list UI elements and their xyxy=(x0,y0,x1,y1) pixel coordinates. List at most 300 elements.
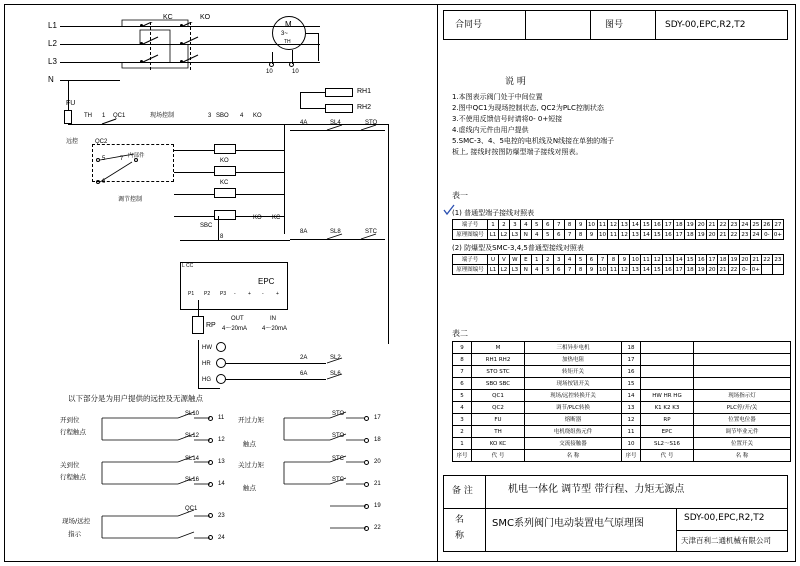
table-cell: RP xyxy=(641,414,694,426)
table-cell: 16 xyxy=(653,221,661,228)
epc-in-label: IN xyxy=(270,316,276,322)
terminal-14: 14 xyxy=(218,481,225,487)
table-cell: 5 xyxy=(575,255,586,265)
table-cell: L2 xyxy=(498,265,509,275)
table-row xyxy=(453,378,791,390)
site-remote-ind-1: 现场/远控 xyxy=(62,517,91,525)
epc-pin-plus1: + xyxy=(248,291,251,297)
note-item: 1.本图表示阀门处于中间位置 xyxy=(452,93,543,101)
table-cell: 0+ xyxy=(773,231,782,238)
terminal-13: 13 xyxy=(218,459,225,465)
sw-stc-bottom-2: STC xyxy=(332,477,344,483)
table-cell: 序号 xyxy=(622,450,641,462)
table-cell: 17 xyxy=(675,266,683,273)
table-cell: FU xyxy=(472,414,525,426)
table-row xyxy=(453,402,791,414)
table-cell: 15 xyxy=(686,256,694,263)
table-cell: 16 xyxy=(664,266,672,273)
drawing-no-label: 图号 xyxy=(605,20,624,30)
table-cell: 22 xyxy=(763,256,771,263)
table-one-sub1: (1) 普通型端子接线对照表 xyxy=(452,209,535,217)
remark-value: 机电一体化 调节型 带行程、力矩无源点 xyxy=(508,484,685,495)
notes-heading: 说 明 xyxy=(505,77,526,87)
table-cell: 5 xyxy=(531,220,542,230)
table-cell: 13 xyxy=(631,231,639,238)
table-cell: 12 xyxy=(620,231,628,238)
table-cell: 16 xyxy=(622,366,641,378)
contactor-ko-label: KO xyxy=(200,14,211,21)
table-cell: 12 xyxy=(622,414,641,426)
table-cell: 14 xyxy=(631,221,639,228)
terminal-24: 24 xyxy=(218,535,225,541)
epc-in-range: 4～20mA xyxy=(262,326,288,332)
table-row-header: 端子号 xyxy=(453,220,488,230)
table-cell: 11 xyxy=(642,256,650,263)
table-cell: 10 xyxy=(622,438,641,450)
table-cell: 20 xyxy=(708,231,716,238)
table-cell: 5 xyxy=(542,230,553,240)
table-cell: 13 xyxy=(620,221,628,228)
table-cell: 20 xyxy=(697,221,705,228)
heater-rh2-label: RH2 xyxy=(357,104,372,111)
table-cell: 19 xyxy=(686,221,694,228)
table-cell: N xyxy=(520,265,531,275)
table-cell: 8 xyxy=(453,354,472,366)
lamp-hg-label: HG xyxy=(202,377,211,383)
epc-pin-p3: P3 xyxy=(220,291,227,297)
table-cell: 0+ xyxy=(751,266,760,273)
heater-rh1 xyxy=(325,88,353,97)
site-control-label: 现场控制 xyxy=(150,112,175,119)
table-cell: 6 xyxy=(586,255,597,265)
table-cell xyxy=(694,366,791,378)
qc1-bottom-label: QC1 xyxy=(185,506,198,512)
table-cell: E xyxy=(520,255,531,265)
table-row xyxy=(453,342,791,354)
table-cell: SBO SBC xyxy=(472,378,525,390)
table-cell: 1 xyxy=(453,438,472,450)
epc-out-label: OUT xyxy=(231,316,244,322)
table-cell: TH xyxy=(472,426,525,438)
remote-label: 远控 xyxy=(66,138,79,145)
sheet-divider xyxy=(437,5,438,561)
note-item: 3.不使用反馈信号时请将0- 0+短接 xyxy=(452,115,563,123)
table-cell: 现场/远控转换开关 xyxy=(525,390,622,402)
table-cell: 三相异步电机 xyxy=(525,342,622,354)
table-cell: 名 称 xyxy=(694,450,791,462)
table-cell: 22 xyxy=(730,231,738,238)
terminal-5: 5 xyxy=(102,156,106,162)
table-one-caption: 表一 xyxy=(452,191,468,200)
table-cell: 21 xyxy=(708,221,716,228)
phase-l2-label: L2 xyxy=(48,39,57,48)
table-cell: U xyxy=(488,255,499,265)
table-cell xyxy=(772,265,783,275)
group-open-torque-title-2: 触点 xyxy=(243,440,256,448)
lamp-hw-label: HW xyxy=(202,345,212,351)
table-cell: 13 xyxy=(664,256,672,263)
sw-sto-bottom: STO xyxy=(332,411,345,417)
epc-pin-plus2: + xyxy=(276,291,279,297)
motor-phase-label: 3~ xyxy=(281,31,288,37)
terminal-2a: 2A xyxy=(300,355,308,361)
lamp-hg xyxy=(216,374,226,384)
table-cell: 22 xyxy=(719,221,727,228)
table-cell xyxy=(694,342,791,354)
table-cell: STO STC xyxy=(472,366,525,378)
table-cell: 13 xyxy=(622,402,641,414)
table-one-普通型 xyxy=(452,219,784,240)
table-cell: RH1 RH2 xyxy=(472,354,525,366)
epc-pin-minus1: - xyxy=(234,291,236,297)
table-cell: 7 xyxy=(597,255,608,265)
table-cell: 11 xyxy=(599,221,606,228)
table-cell: 14 xyxy=(675,256,683,263)
note-item: 2.图中QC1为现场控制状态, QC2为PLC控制状态 xyxy=(452,104,604,112)
kc-rung-label: KC xyxy=(220,180,229,186)
epc-out-range: 4～20mA xyxy=(222,326,248,332)
terminal-21: 21 xyxy=(374,481,381,487)
table-cell: 15 xyxy=(622,378,641,390)
stc-contact xyxy=(360,233,380,243)
table-cell: 13 xyxy=(631,266,639,273)
table-cell: 位置开关 xyxy=(694,438,791,450)
table-cell: 0- xyxy=(761,230,772,240)
table-cell: 18 xyxy=(686,231,694,238)
fuse-label: FU xyxy=(66,100,76,107)
table-cell: 18 xyxy=(622,342,641,354)
table-cell: 0- xyxy=(739,265,750,275)
table-cell: 代 号 xyxy=(641,450,694,462)
group-close-torque-title-2: 触点 xyxy=(243,484,256,492)
table-cell: 15 xyxy=(653,266,661,273)
table-cell: L1 xyxy=(488,265,499,275)
table-cell: 23 xyxy=(772,255,783,265)
group-close-pos-title-2: 行程触点 xyxy=(60,473,86,481)
right-bottom-wiring xyxy=(330,498,370,534)
table-cell: 7 xyxy=(553,220,564,230)
site-remote-ind-2: 指示 xyxy=(68,530,81,538)
contactor-kc-label: KC xyxy=(163,14,173,21)
terminal-4: 4 xyxy=(240,113,244,119)
table-cell: 27 xyxy=(772,220,783,230)
note-item: 4.虚线内元件由用户提供 xyxy=(452,126,529,134)
table-row xyxy=(453,438,791,450)
sw-sl10-label: SL10 xyxy=(185,411,200,417)
table-cell: 19 xyxy=(697,231,705,238)
sw-sto-bottom-2: STO xyxy=(332,433,345,439)
lamp-hr xyxy=(216,358,226,368)
table-cell: 6 xyxy=(453,378,472,390)
fuse-symbol xyxy=(64,110,72,124)
table-cell: 16 xyxy=(697,256,705,263)
check-mark-icon xyxy=(443,204,455,216)
group-open-pos-title-1: 开到位 xyxy=(60,416,80,424)
table-cell: 24 xyxy=(752,231,760,238)
table-cell: 2 xyxy=(453,426,472,438)
table-cell: 14 xyxy=(622,390,641,402)
table-cell: 交流接触器 xyxy=(525,438,622,450)
table-cell: 2 xyxy=(542,255,553,265)
ko-contact-2 xyxy=(214,166,236,176)
table-cell: 17 xyxy=(708,256,716,263)
lamp-hr-label: HR xyxy=(202,361,211,367)
table-cell: KO KC xyxy=(472,438,525,450)
table-cell: 8 xyxy=(575,265,586,275)
table-row xyxy=(453,414,791,426)
table-cell: EPC xyxy=(641,426,694,438)
epc-pin-minus2: - xyxy=(262,291,264,297)
terminal-3: 3 xyxy=(208,113,212,119)
ko-contact-1 xyxy=(214,144,236,154)
motor-th-label: TH xyxy=(284,39,291,45)
name-value: SMC系列阀门电动装置电气原理图 xyxy=(492,518,644,529)
table-cell: 10 xyxy=(588,221,596,228)
table-cell: N xyxy=(520,230,531,240)
terminal-1: 1 xyxy=(102,113,106,119)
heater-rh1-label: RH1 xyxy=(357,88,372,95)
terminal-18: 18 xyxy=(374,437,381,443)
table-cell: 26 xyxy=(763,221,771,228)
table-cell: 熔断器 xyxy=(525,414,622,426)
sl4-contact xyxy=(326,124,346,134)
ko-label-mid: KO xyxy=(253,215,262,221)
table-cell: 3 xyxy=(553,255,564,265)
terminal-11: 11 xyxy=(218,415,225,421)
sl2-contact xyxy=(326,357,346,367)
table-cell: PLC停/开/关 xyxy=(694,402,791,414)
table-cell: 5 xyxy=(542,265,553,275)
qc1-bottom-wiring xyxy=(100,500,220,544)
sl8-contact xyxy=(326,233,346,243)
table-cell xyxy=(761,265,772,275)
table-cell: 10 xyxy=(631,256,639,263)
table-cell: 18 xyxy=(675,221,683,228)
table-cell: 4 xyxy=(520,220,531,230)
table-cell: 21 xyxy=(719,231,727,238)
note-item: 板上, 接线时按图防爆型端子接线对照表。 xyxy=(452,148,583,156)
terminal-12: 12 xyxy=(218,437,225,443)
table-cell: W xyxy=(509,255,520,265)
terminal-22: 22 xyxy=(374,525,381,531)
table-cell xyxy=(641,378,694,390)
table-one-sub2: (2) 防爆型及SMC-3,4,5普通型接线对照表 xyxy=(452,244,584,252)
table-row-header: 原理图编号 xyxy=(453,265,488,275)
table-row xyxy=(453,366,791,378)
sw-sl16-label: SL16 xyxy=(185,477,200,483)
lamp-hw xyxy=(216,342,226,352)
table-cell: 11 xyxy=(609,266,617,273)
qc1-label: QC1 xyxy=(113,113,126,119)
group-close-torque-title-1: 关过力矩 xyxy=(238,461,264,469)
table-cell: 21 xyxy=(719,266,727,273)
qc1-switch xyxy=(100,118,120,132)
table-cell: 18 xyxy=(719,256,727,263)
table-cell: 14 xyxy=(642,231,650,238)
terminal-19: 19 xyxy=(374,503,381,509)
table-cell: 14 xyxy=(642,266,650,273)
title-drawing-no: SDY-00,EPC,R2,T2 xyxy=(684,513,765,523)
kc-label-mid: KC xyxy=(272,215,281,221)
table-cell: SL2～S16 xyxy=(641,438,694,450)
table-cell: QC1 xyxy=(472,390,525,402)
table-row-header: 端子号 xyxy=(453,255,488,265)
table-cell: 9 xyxy=(453,342,472,354)
right-contact-wiring xyxy=(282,404,387,494)
table-cell: 20 xyxy=(708,266,716,273)
table-row-header: 原理图编号 xyxy=(453,230,488,240)
table-cell xyxy=(641,342,694,354)
table-row xyxy=(453,354,791,366)
table-cell: 1 xyxy=(488,220,499,230)
table-cell: 7 xyxy=(564,230,575,240)
sw-sl14-label: SL14 xyxy=(185,456,200,462)
sbo-label: SBO xyxy=(216,113,229,119)
motor-label: M xyxy=(285,20,292,29)
internal-parts-label: 内部件 xyxy=(128,153,145,159)
table-cell: 18 xyxy=(686,266,694,273)
group-open-torque-title-1: 开过力矩 xyxy=(238,416,264,424)
table-cell: V xyxy=(498,255,509,265)
table-cell: 7 xyxy=(564,265,575,275)
switch-sl8: SL8 xyxy=(330,229,341,235)
table-cell: 19 xyxy=(730,256,738,263)
table-cell: 5 xyxy=(453,390,472,402)
terminal-8a: 8A xyxy=(300,229,308,235)
table-one-防爆型 xyxy=(452,254,784,275)
table-cell: 23 xyxy=(741,231,749,238)
company-name: 天津百利二通机械有限公司 xyxy=(681,536,771,545)
table-cell: 23 xyxy=(730,221,738,228)
table-row xyxy=(453,426,791,438)
table-cell: 19 xyxy=(697,266,705,273)
table-cell: M xyxy=(472,342,525,354)
table-cell: 17 xyxy=(675,231,683,238)
table-cell: 11 xyxy=(609,231,617,238)
table-cell: 10 xyxy=(599,266,606,273)
table-cell: 15 xyxy=(642,221,650,228)
table-cell: 4 xyxy=(531,230,542,240)
table-cell: 现场按钮开关 xyxy=(525,378,622,390)
table-cell: 3 xyxy=(453,414,472,426)
epc-lcc-label: L CC xyxy=(182,263,194,269)
epc-label: EPC xyxy=(258,277,275,286)
terminal-4a: 4A xyxy=(300,120,308,126)
table-cell: 12 xyxy=(609,221,617,228)
table-cell: 9 xyxy=(586,230,597,240)
table-cell: 8 xyxy=(575,230,586,240)
table-row xyxy=(453,450,791,462)
table-cell: 名 称 xyxy=(525,450,622,462)
adjust-control-label: 调节控制 xyxy=(118,196,143,203)
th-label: TH xyxy=(84,113,92,119)
switch-sl4: SL4 xyxy=(330,120,341,126)
phase-n-label: N xyxy=(48,75,54,84)
table-cell xyxy=(641,354,694,366)
phase-l1-label: L1 xyxy=(48,21,57,30)
table-cell xyxy=(694,378,791,390)
left-contact-wiring xyxy=(100,404,220,494)
table-cell xyxy=(641,366,694,378)
table-two-caption: 表二 xyxy=(452,329,468,338)
table-cell: 17 xyxy=(622,354,641,366)
epc-pin-p2: P2 xyxy=(204,291,211,297)
heater-rh2 xyxy=(325,104,353,113)
table-cell: 代 号 xyxy=(472,450,525,462)
terminal-6: 6 xyxy=(102,179,106,185)
user-supplied-note: 以下部分是为用户提供的远控及无源触点 xyxy=(68,394,203,403)
motor-terminal-1: 10 xyxy=(266,69,273,75)
terminal-17: 17 xyxy=(374,415,381,421)
table-cell: 6 xyxy=(542,220,553,230)
switch-sl2: SL2 xyxy=(330,355,341,361)
table-cell: 调节/PLC转换 xyxy=(525,402,622,414)
phase-reversal-wiring xyxy=(118,18,208,78)
table-cell: 12 xyxy=(620,266,628,273)
table-cell: 4 xyxy=(531,265,542,275)
rp-potentiometer xyxy=(192,316,204,334)
sw-stc-bottom: STC xyxy=(332,456,344,462)
contract-no-label: 合同号 xyxy=(455,20,483,30)
table-cell: 转矩开关 xyxy=(525,366,622,378)
qc2-switch xyxy=(96,150,142,186)
table-cell: 15 xyxy=(653,231,661,238)
table-cell: 24 xyxy=(741,221,749,228)
table-cell: 4 xyxy=(564,255,575,265)
group-close-pos-title-1: 关到位 xyxy=(60,461,80,469)
phase-l3-label: L3 xyxy=(48,57,57,66)
table-cell: 7 xyxy=(453,366,472,378)
table-cell: 17 xyxy=(664,221,672,228)
table-row xyxy=(453,390,791,402)
note-item: 5.SMC-3、4、5电控的电机线及N线接在单独的端子 xyxy=(452,137,615,145)
kc-contact-1 xyxy=(214,188,236,198)
table-cell: 2 xyxy=(498,220,509,230)
ko-label-top: KO xyxy=(253,113,262,119)
remark-label: 备 注 xyxy=(452,486,473,496)
drawing-no-value: SDY-00,EPC,R2,T2 xyxy=(665,20,746,30)
table-cell: 6 xyxy=(553,230,564,240)
table-cell: L2 xyxy=(498,230,509,240)
epc-pin-p1: P1 xyxy=(188,291,195,297)
table-cell: QC2 xyxy=(472,402,525,414)
table-cell: 9 xyxy=(575,220,586,230)
terminal-23: 23 xyxy=(218,513,225,519)
motor-terminal-2: 10 xyxy=(292,69,299,75)
table-cell: 25 xyxy=(752,221,760,228)
switch-stc: STC xyxy=(365,229,377,235)
table-cell: K1 K2 K3 xyxy=(641,402,694,414)
table-two xyxy=(452,341,791,462)
group-open-pos-title-2: 行程触点 xyxy=(60,428,86,436)
terminal-20: 20 xyxy=(374,459,381,465)
table-cell: 调节毕业元件 xyxy=(694,426,791,438)
table-cell: L3 xyxy=(509,265,520,275)
table-cell: 序号 xyxy=(453,450,472,462)
table-cell: 11 xyxy=(622,426,641,438)
table-cell: 8 xyxy=(564,220,575,230)
terminal-7: 7 xyxy=(120,156,124,162)
table-cell: L3 xyxy=(509,230,520,240)
table-cell: 4 xyxy=(453,402,472,414)
ko-rung-label: KO xyxy=(220,158,229,164)
sto-contact xyxy=(360,124,380,134)
table-cell: 现场指示灯 xyxy=(694,390,791,402)
table-cell: 8 xyxy=(608,255,619,265)
table-cell: 6 xyxy=(553,265,564,275)
table-cell: 20 xyxy=(741,256,749,263)
table-cell: 10 xyxy=(599,231,606,238)
